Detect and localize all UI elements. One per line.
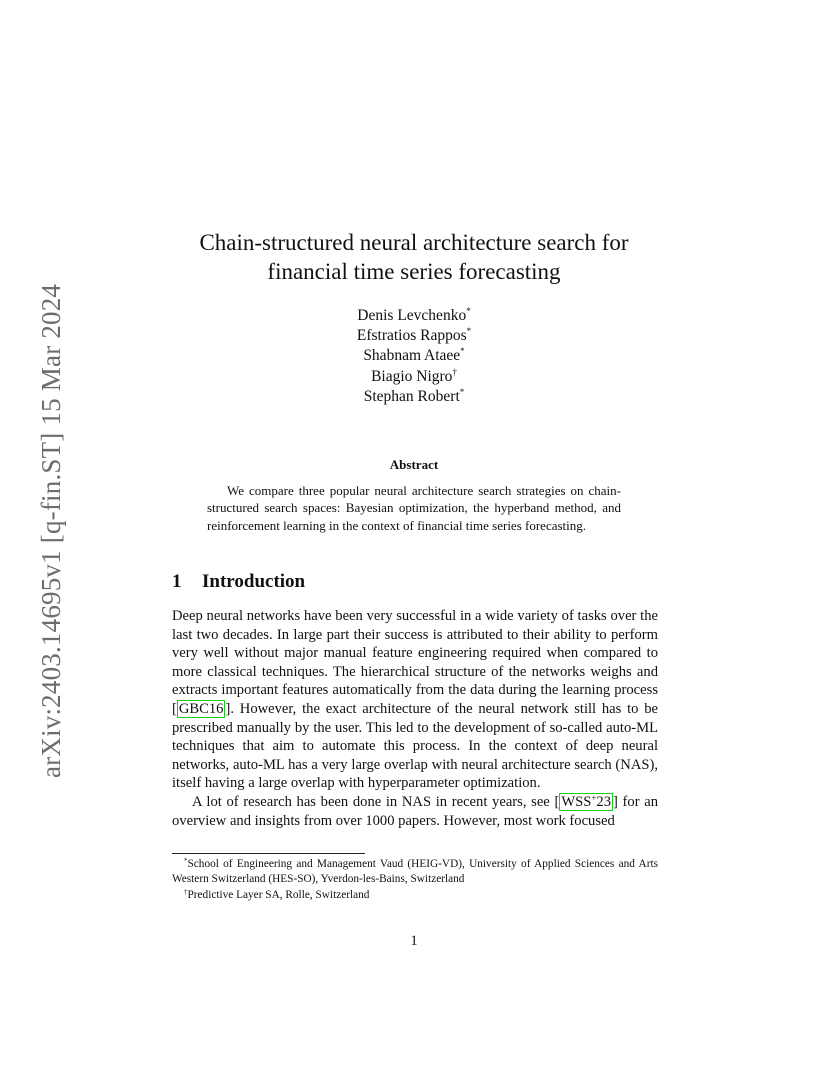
- footnote-text: School of Engineering and Management Vaud (HEIG-VD), University of Applied Sciences and Arts Western Switzerland (HES-SO), Yverdon-les-Bains, Switzerland: [172, 858, 658, 886]
- section-heading: [172, 571, 305, 593]
- author-name: Biagio Nigro: [371, 367, 453, 385]
- footnote-1: [172, 857, 658, 888]
- author-name: Stephan Robert: [363, 387, 460, 405]
- footnote-2: [172, 888, 658, 903]
- section-number: 1: [172, 571, 182, 592]
- paragraph-1: Deep neural networks have been very successful in a wide variety of tasks over the last two decades. In large part their success is attributed to their ability to perform very well without major manual feature engineering required when compared to more classical techniques. The hierarchical structure of the networks weighs and extracts important features automatically from the data during the learning process [ GBC16 ]. However, the exact architecture of the neural network still has to be prescribed manually by the user. This led to the development of so-called auto-ML techniques that aim to automate this process. In the context of deep neural networks, auto-ML has a very large overlap with neural architecture search (NAS), itself having a large overlap with hyperparameter optimization.: [172, 608, 658, 792]
- footnote-mark: †: [184, 887, 188, 896]
- citation-sup: +: [591, 792, 597, 803]
- paragraph-text: A lot of research has been done in NAS in recent years, see: [192, 793, 555, 810]
- author-name: Efstratios Rappos: [356, 327, 467, 345]
- author-list: [300, 306, 528, 407]
- page-number: 1: [410, 933, 418, 949]
- body-text: [172, 607, 658, 830]
- citation-year: 23: [596, 793, 612, 810]
- author-4: [300, 367, 528, 387]
- affiliation-mark: *: [459, 386, 465, 397]
- author-3: [300, 346, 528, 366]
- affiliation-mark: *: [466, 306, 471, 316]
- footnotes: [172, 857, 658, 903]
- paragraph-text: . However, the exact architecture of the neural network still has to be prescribed manually by the user. This led to the development of so-called auto-ML techniques that aim to automate this process. In the context of deep neural networks, auto-ML has a very large overlap with neural architecture search (NAS), itself having a large overlap with hyperparameter optimization.: [172, 700, 658, 792]
- author-name: Shabnam Ataee: [363, 347, 461, 365]
- paragraph-2: A lot of research has been done in NAS in recent years, see [ WSS+23 ] for an overview and insights from over 1000 papers. However, most work focused: [172, 792, 658, 829]
- author-name: Denis Levchenko: [357, 307, 467, 324]
- paragraph-text: Deep neural networks have been very successful in a wide variety of tasks over the last two decades. In large part their success is attributed to their ability to perform very well without major manual feature engineering required when compared to more classical techniques. The hierarchical structure of the networks weighs and extracts important features automatically from the data during the learning process: [172, 608, 658, 699]
- abstract-heading: Abstract: [389, 457, 439, 472]
- affiliation-mark: †: [452, 366, 457, 377]
- author-1: [300, 306, 528, 326]
- author-5: [300, 387, 528, 407]
- section-title: Introduction: [202, 571, 306, 592]
- title-line-1: Chain-structured neural architecture search for: [199, 230, 629, 255]
- paragraph-text: for an overview and insights from over 1000 papers. However, most work focused: [172, 793, 658, 829]
- arxiv-side-stamp: arXiv:2403.14695v1 [q-fin.ST] 15 Mar 2024: [36, 283, 66, 778]
- footnote-mark: *: [184, 857, 188, 865]
- citation-key: WSS: [561, 793, 592, 810]
- author-2: [300, 326, 528, 346]
- paper-title: [140, 228, 688, 286]
- affiliation-mark: *: [460, 346, 465, 357]
- citation-link-gbc16[interactable]: GBC16: [178, 700, 224, 717]
- footnote-rule: [172, 853, 365, 854]
- affiliation-mark: *: [466, 326, 472, 337]
- title-line-2: financial time series forecasting: [267, 259, 561, 284]
- citation-link-wss23[interactable]: [559, 793, 613, 811]
- footnote-text: Predictive Layer SA, Rolle, Switzerland: [187, 888, 370, 901]
- abstract-text: We compare three popular neural architecture search strategies on chain-structured search spaces: Bayesian optimization, the hyperband method, and reinforcement learning in the context of financial time series forecasting.: [207, 483, 621, 533]
